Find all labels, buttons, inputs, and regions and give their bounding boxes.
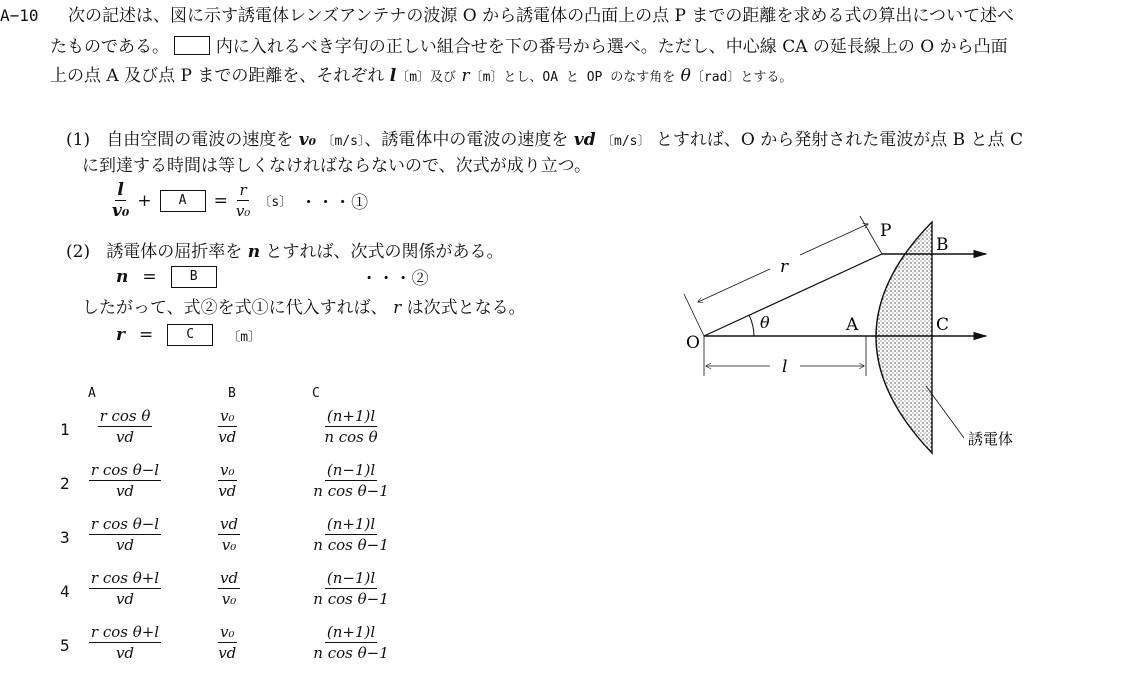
label-a: A	[846, 315, 859, 335]
part2-line-1	[66, 242, 504, 262]
option-number: 5	[60, 636, 70, 655]
option-c-fraction: $\frac{(n+1)l}{\text{n cos θ}}$	[324, 407, 378, 446]
label-o: O	[686, 333, 700, 353]
equals-sign: =	[213, 190, 228, 211]
r-ext-p	[860, 216, 882, 254]
symbol-v0: v₀	[298, 130, 317, 150]
option-b-fraction: $\frac{\text{v₀}}{vd}$	[218, 407, 237, 446]
part2-line-3	[82, 298, 526, 318]
option-number: 3	[60, 528, 70, 547]
question-number: A−10	[0, 6, 39, 25]
label-theta: θ	[760, 313, 770, 332]
option-b-fraction: $\frac{vd}{\text{v₀}}$	[220, 515, 239, 554]
intro-line-3-d: 〔rad〕とする。	[690, 70, 793, 85]
blank-box	[174, 36, 210, 55]
label-dielectric: 誘電体	[968, 430, 1014, 448]
equation-1	[112, 180, 368, 221]
equation-2	[116, 264, 429, 289]
equation-ref-2: ・・・②	[360, 269, 429, 289]
option-row[interactable]	[60, 564, 420, 618]
symbol-vd: vd	[573, 130, 596, 150]
label-r: r	[780, 257, 789, 277]
option-a-fraction: $\frac{\text{r cos θ}}{vd}$	[99, 407, 151, 446]
symbol-r: r	[461, 66, 470, 86]
part2-line3-a: したがって、式②を式①に代入すれば、	[82, 298, 388, 318]
intro-line-3	[50, 66, 792, 88]
option-c-fraction: $\frac{(n+1)l}{\text{n cos θ−1}}$	[313, 515, 389, 554]
equation-3	[116, 324, 261, 346]
eq3-r: r	[116, 325, 125, 345]
option-c-fraction: $\frac{(n+1)l}{\text{n cos θ−1}}$	[313, 623, 389, 662]
option-a-fraction: $\frac{\text{r cos θ−l}}{vd}$	[90, 461, 160, 500]
part2-line3-b: は次式となる。	[406, 298, 526, 318]
intro-line-2-b: 内に入れるべき字句の正しい組合せを下の番号から選べ。ただし、中心線 CA の延長線上の O から凸面	[215, 37, 1008, 57]
eq2-equals: =	[142, 266, 157, 287]
label-l: l	[782, 357, 788, 377]
intro-line-3-c: 〔m〕とし、OA と OP のなす角を	[469, 70, 676, 85]
option-number: 2	[60, 474, 70, 493]
part1-text-b: 、誘電体中の電波の速度を	[364, 130, 569, 150]
label-p: P	[880, 221, 892, 241]
options-header-c: C	[312, 386, 320, 401]
intro-line-2-a: たものである。	[50, 37, 169, 57]
option-c-fraction: $\frac{(n-1)l}{\text{n cos θ−1}}$	[313, 569, 389, 608]
intro-line-1: 次の記述は、図に示す誘電体レンズアンテナの波源 O から誘電体の凸面上の点 P までの距離を求める式の算出について述べ	[68, 6, 1015, 26]
option-b-fraction: $\frac{vd}{\text{v₀}}$	[220, 569, 239, 608]
fraction-r-over-v0: $\frac{r}{\text{v₀}}$	[235, 181, 251, 220]
option-row[interactable]	[60, 510, 420, 564]
intro-line-3-b: 〔m〕及び	[396, 70, 457, 85]
part2-label: (2)	[66, 242, 91, 262]
label-b: B	[936, 235, 949, 255]
options-header-b: B	[228, 386, 236, 401]
answer-box-b: B	[171, 266, 217, 288]
part2-text-b: とすれば、次式の関係がある。	[265, 242, 504, 262]
unit-ms-1: 〔m/s〕	[321, 134, 365, 149]
option-row[interactable]	[60, 456, 420, 510]
part1-text-a: 自由空間の電波の速度を	[106, 130, 294, 150]
eq2-n: n	[116, 266, 129, 287]
option-a-fraction: $\frac{\text{r cos θ+l}}{vd}$	[90, 623, 160, 662]
r-arrow-left	[698, 269, 770, 302]
unit-s: 〔s〕	[258, 195, 293, 210]
dielectric-lens	[876, 222, 932, 453]
options-header-a: A	[88, 386, 96, 401]
lens-antenna-figure	[670, 210, 1030, 470]
r-arrow-right	[800, 224, 868, 255]
part1-line-1	[66, 130, 1023, 152]
part1-text-c: とすれば、O から発射された電波が点 B と点 C	[655, 130, 1023, 150]
theta-arc	[749, 315, 754, 336]
option-row[interactable]	[60, 402, 420, 456]
option-b-fraction: $\frac{\text{v₀}}{vd}$	[218, 461, 237, 500]
answer-box-a: A	[160, 190, 206, 212]
option-a-fraction: $\frac{\text{r cos θ−l}}{vd}$	[90, 515, 160, 554]
fraction-l-over-v0: $\frac{l}{\text{v₀}}$	[112, 180, 130, 221]
option-a-fraction: $\frac{\text{r cos θ+l}}{vd}$	[90, 569, 160, 608]
part2-text-a: 誘電体の屈折率を	[106, 242, 243, 262]
option-number: 1	[60, 420, 70, 439]
part2-line3-r: r	[393, 298, 402, 318]
plus-sign: +	[137, 190, 152, 211]
option-number: 4	[60, 582, 70, 601]
equation-ref-1: ・・・①	[300, 193, 369, 213]
intro-line-2	[50, 36, 1008, 57]
part1-label: (1)	[66, 130, 91, 150]
unit-m: 〔m〕	[227, 329, 262, 345]
option-b-fraction: $\frac{\text{v₀}}{vd}$	[218, 623, 237, 662]
symbol-theta: θ	[680, 66, 691, 86]
eq3-equals: =	[138, 325, 154, 345]
part1-line-2: に到達する時間は等しくなければならないので、次式が成り立つ。	[82, 156, 591, 176]
unit-ms-2: 〔m/s〕	[601, 134, 651, 149]
option-c-fraction: $\frac{(n-1)l}{\text{n cos θ−1}}$	[313, 461, 389, 500]
label-c: C	[936, 315, 950, 335]
intro-line-3-a: 上の点 A 及び点 P までの距離を、それぞれ	[50, 66, 385, 86]
symbol-l: l	[389, 66, 397, 86]
option-row[interactable]	[60, 618, 420, 672]
symbol-n: n	[247, 242, 261, 262]
answer-box-c: C	[167, 324, 213, 346]
